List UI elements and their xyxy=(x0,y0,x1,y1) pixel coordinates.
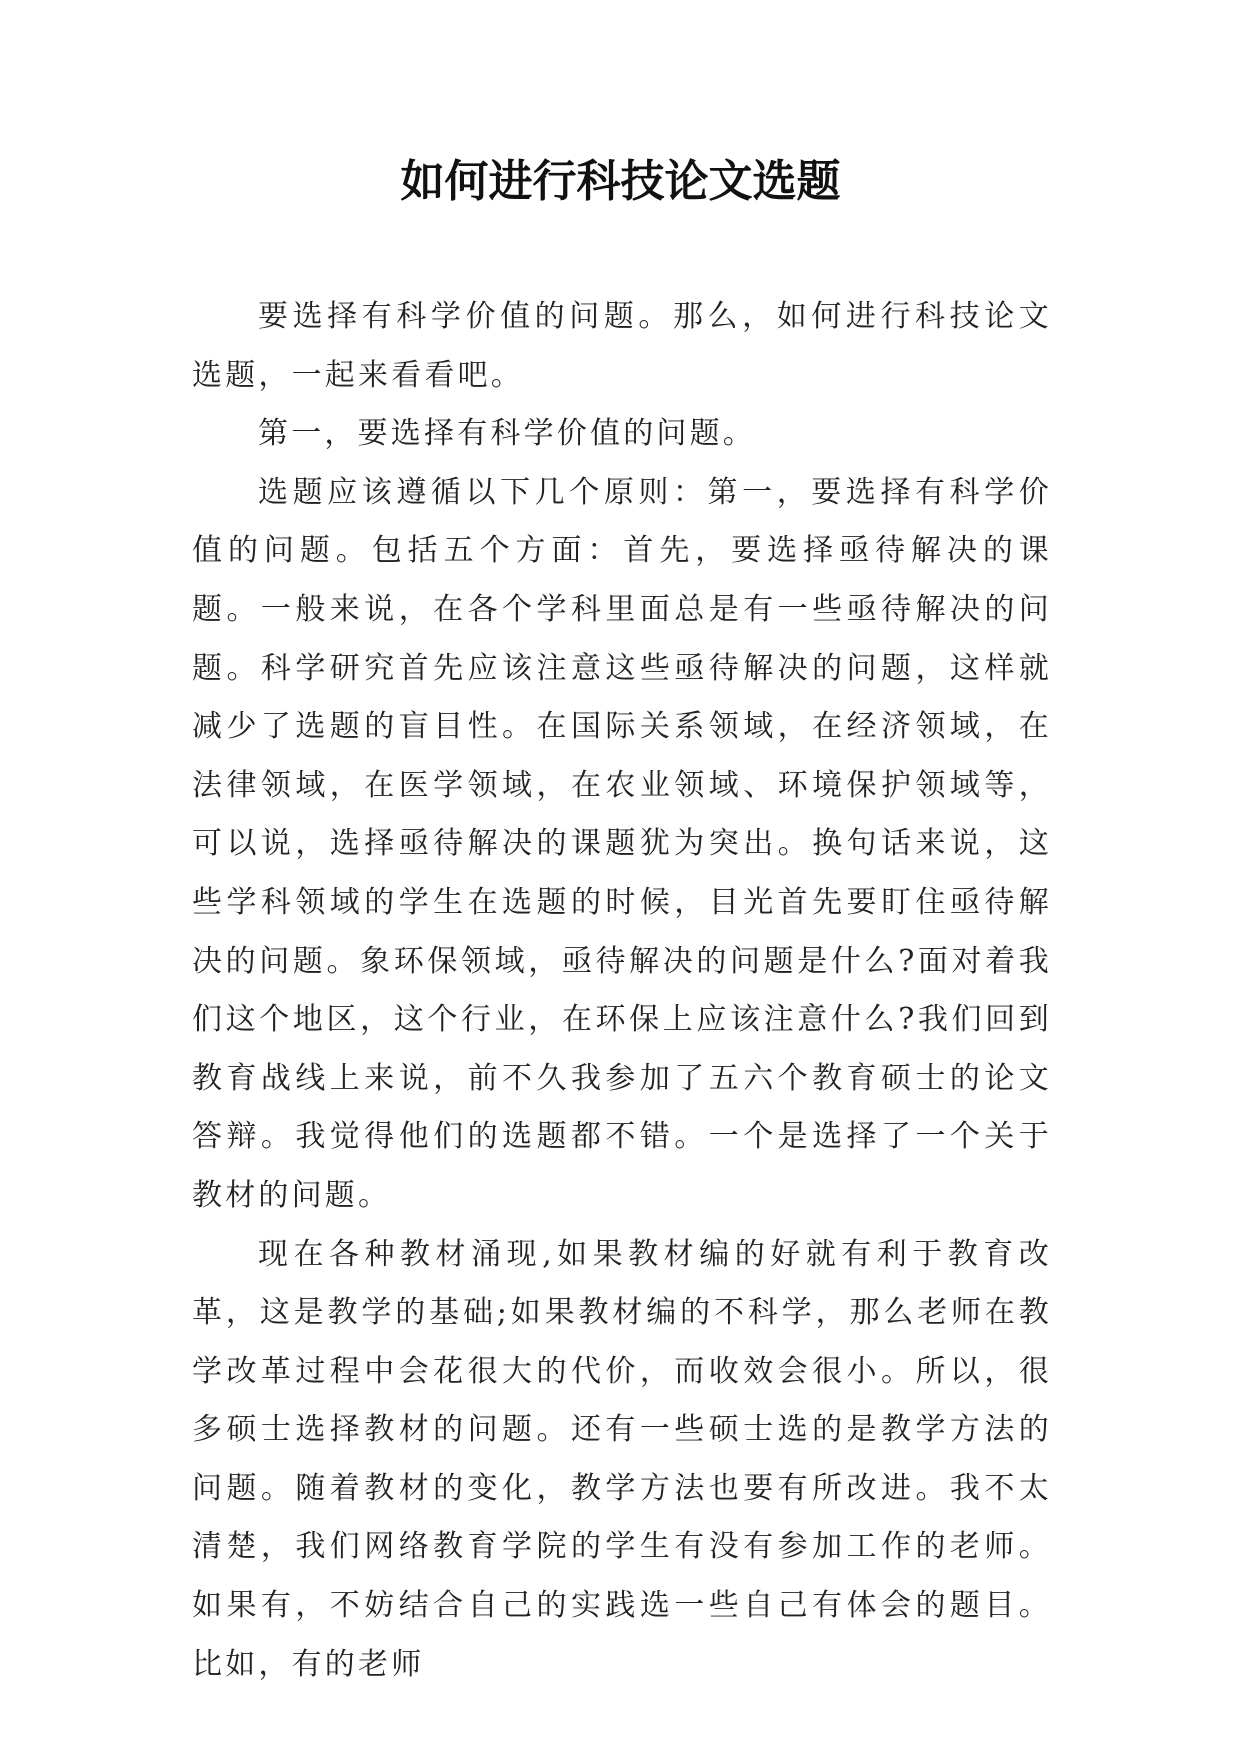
paragraph-textbooks: 现在各种教材涌现,如果教材编的好就有利于教育改革，这是教学的基础;如果教材编的不科学，那么老师在教学改革过程中会花很大的代价，而收效会很小。所以，很多硕士选择教材的问题。还有一些硕士选的是教学方法的问题。随着教材的变化，教学方法也要有所改进。我不太清楚，我们网络教育学院的学生有没有参加工作的老师。如果有，不妨结合自己的实践选一些自己有体会的题目。比如，有的老师 xyxy=(192,1236,1052,1682)
paragraph-first-point: 第一，要选择有科学价值的问题。 xyxy=(258,416,756,452)
paragraph-intro: 要选择有科学价值的问题。那么，如何进行科技论文选题，一起来看看吧。 xyxy=(192,299,1052,393)
document-body xyxy=(192,288,1052,1694)
document-title: 如何进行科技论文选题 xyxy=(400,156,841,207)
paragraph-principles: 选题应该遵循以下几个原则：第一，要选择有科学价值的问题。包括五个方面：首先，要选择亟待解决的课题。一般来说，在各个学科里面总是有一些亟待解决的问题。科学研究首先应该注意这些亟待解决的问题，这样就减少了选题的盲目性。在国际关系领域，在经济领域，在法律领域，在医学领域，在农业领域、环境保护领域等，可以说，选择亟待解决的课题犹为突出。换句话来说，这些学科领域的学生在选题的时候，目光首先要盯住亟待解决的问题。象环保领域，亟待解决的问题是什么?面对着我们这个地区，这个行业，在环保上应该注意什么?我们回到教育战线上来说，前不久我参加了五六个教育硕士的论文答辩。我觉得他们的选题都不错。一个是选择了一个关于教材的问题。 xyxy=(192,474,1052,1213)
